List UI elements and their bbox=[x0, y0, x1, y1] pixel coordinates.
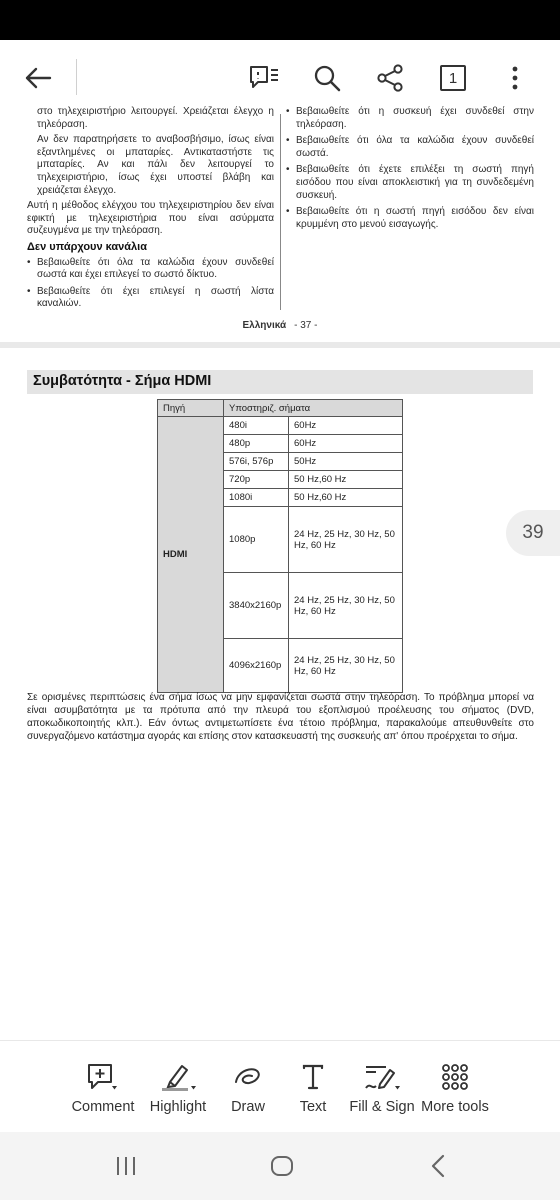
list-item: • Βεβαιωθείτε ότι η συσκευή έχει συνδεθεί στην τηλεόραση. bbox=[286, 106, 534, 131]
table-cell: 24 Hz, 25 Hz, 30 Hz, 50 Hz, 60 Hz bbox=[289, 573, 403, 639]
share-icon bbox=[375, 64, 405, 92]
grid-icon bbox=[440, 1062, 470, 1092]
list-item: • Βεβαιωθείτε ότι όλα τα καλώδια έχουν συνδεθεί σωστά. bbox=[286, 135, 534, 160]
tool-label: More tools bbox=[421, 1099, 489, 1115]
pdf-page-38 bbox=[0, 348, 560, 1048]
comments-list-button[interactable] bbox=[244, 58, 284, 98]
source-cell: HDMI bbox=[158, 417, 224, 693]
section-title: Συμβατότητα - Σήμα HDMI bbox=[27, 370, 533, 394]
table-row bbox=[158, 417, 403, 435]
footer-page-number: - 37 - bbox=[294, 320, 318, 331]
page-navigation-button[interactable] bbox=[433, 58, 473, 98]
list-item: • Βεβαιωθείτε ότι έχει επιλεγεί η σωστή λίστα καναλιών. bbox=[27, 286, 274, 311]
compatibility-note: Σε ορισμένες περιπτώσεις ένα σήμα ίσως να μην εμφανίζεται σωστά στην τηλεόραση. Το πρόβλημα μπορεί να είναι ασυμβατότητα με τα πρότυπα από την πλευρά του εξοπλισμού προέλευσης του σήματος (DVD, αποκωδικοποιητής κλπ.). Εάν όντως αντιμετωπίσετε ένα τέτοιο πρόβλημα, παρακαλούμε απευθυνθείτε στο συνεργαζόμενο κατάστημα αγοράς και επίσης στον κατασκευαστή της συσκευής απ' όπου προέρχεται το σήμα. bbox=[27, 692, 534, 742]
highlighter-icon bbox=[158, 1062, 198, 1092]
table-cell: 3840x2160p bbox=[224, 573, 289, 639]
status-bar bbox=[0, 0, 560, 40]
hdmi-signal-table bbox=[157, 399, 403, 693]
top-app-bar bbox=[0, 40, 560, 114]
page-number-badge[interactable]: 39 bbox=[506, 510, 560, 556]
table-cell: 4096x2160p bbox=[224, 639, 289, 693]
share-button[interactable] bbox=[370, 58, 410, 98]
text-icon bbox=[300, 1063, 326, 1091]
table-cell: 50 Hz,60 Hz bbox=[289, 489, 403, 507]
table-header: Πηγή bbox=[158, 400, 224, 417]
table-cell: 576i, 576p bbox=[224, 453, 289, 471]
tool-label: Highlight bbox=[149, 1099, 207, 1115]
table-header-row bbox=[158, 400, 403, 417]
document-viewer[interactable] bbox=[0, 106, 560, 1040]
paragraph: στο τηλεχειριστήριο λειτουργεί. Χρειάζεται έλεγχο η τηλεόραση. bbox=[37, 106, 274, 130]
tool-label: Fill & Sign bbox=[349, 1099, 415, 1115]
page-count-box: 1 bbox=[440, 65, 466, 91]
toolbar-divider bbox=[76, 59, 77, 95]
table-cell: 24 Hz, 25 Hz, 30 Hz, 50 Hz, 60 Hz bbox=[289, 507, 403, 573]
more-vertical-icon bbox=[511, 65, 519, 91]
comment-list-icon bbox=[248, 63, 280, 93]
bullet-list bbox=[286, 106, 534, 231]
system-navigation-bar bbox=[0, 1132, 560, 1200]
table-cell: 720p bbox=[224, 471, 289, 489]
chevron-left-icon bbox=[430, 1154, 446, 1178]
tool-label: Text bbox=[299, 1099, 327, 1115]
search-button[interactable] bbox=[307, 58, 347, 98]
left-column bbox=[27, 106, 274, 315]
fill-sign-icon bbox=[362, 1062, 402, 1092]
subheading: Δεν υπάρχουν κανάλια bbox=[27, 240, 147, 253]
paragraph: Αν δεν παρατηρήσετε το αναβοσβήσιμο, ίσως είναι εξαντλημένες οι μπαταρίες. Αντικαταστήστε τις μπαταρίες. Αν και πάλι δεν λειτουργεί το τηλεχειριστήριο, ίσως έχει υποστεί βλάβη και χρειάζεται έλεγχο. bbox=[37, 134, 274, 196]
list-item: • Βεβαιωθείτε ότι έχετε επιλέξει τη σωστή πηγή εισόδου που είναι αποκλειστική για τη συνδεδεμένη συσκευή. bbox=[286, 164, 534, 202]
home-button[interactable] bbox=[262, 1152, 302, 1180]
table-cell: 24 Hz, 25 Hz, 30 Hz, 50 Hz, 60 Hz bbox=[289, 639, 403, 693]
overflow-menu-button[interactable] bbox=[495, 58, 535, 98]
table-cell: 60Hz bbox=[289, 435, 403, 453]
recents-icon bbox=[115, 1156, 137, 1176]
list-item: • Βεβαιωθείτε ότι η σωστή πηγή εισόδου δεν είναι κρυμμένη στο μενού εισαγωγής. bbox=[286, 206, 534, 231]
paragraph: Αυτή η μέθοδος ελέγχου του τηλεχειριστηρίου δεν είναι εφικτή με τηλεχειριστήρια που είναι ασύρματα συζευγμένα με την τηλεόραση. bbox=[27, 200, 274, 237]
back-button[interactable] bbox=[18, 60, 58, 96]
bottom-toolbar bbox=[0, 1040, 560, 1132]
table-cell: 50 Hz,60 Hz bbox=[289, 471, 403, 489]
search-icon bbox=[313, 64, 341, 92]
pdf-page-37 bbox=[0, 106, 560, 342]
footer-language: Ελληνικά bbox=[242, 320, 287, 331]
arrow-left-icon bbox=[24, 67, 52, 89]
page-footer bbox=[0, 320, 560, 331]
more-tools[interactable] bbox=[410, 1061, 500, 1115]
tool-label: Comment bbox=[71, 1099, 135, 1115]
add-comment-icon bbox=[86, 1062, 120, 1092]
tool-label: Draw bbox=[231, 1099, 265, 1115]
table-cell: 480i bbox=[224, 417, 289, 435]
bullet-list bbox=[27, 257, 274, 311]
list-item: • Βεβαιωθείτε ότι όλα τα καλώδια έχουν συνδεθεί σωστά και έχει επιλεγεί το σωστό δίκτυο. bbox=[27, 257, 274, 282]
table-cell: 1080p bbox=[224, 507, 289, 573]
table-cell: 60Hz bbox=[289, 417, 403, 435]
draw-icon bbox=[232, 1062, 264, 1092]
home-icon bbox=[270, 1155, 294, 1177]
column-divider bbox=[280, 114, 281, 310]
table-cell: 1080i bbox=[224, 489, 289, 507]
system-back-button[interactable] bbox=[418, 1152, 458, 1180]
table-cell: 50Hz bbox=[289, 453, 403, 471]
right-column bbox=[286, 106, 534, 235]
table-cell: 480p bbox=[224, 435, 289, 453]
recent-apps-button[interactable] bbox=[106, 1152, 146, 1180]
table-header: Υποστηριζ. σήματα bbox=[224, 400, 403, 417]
